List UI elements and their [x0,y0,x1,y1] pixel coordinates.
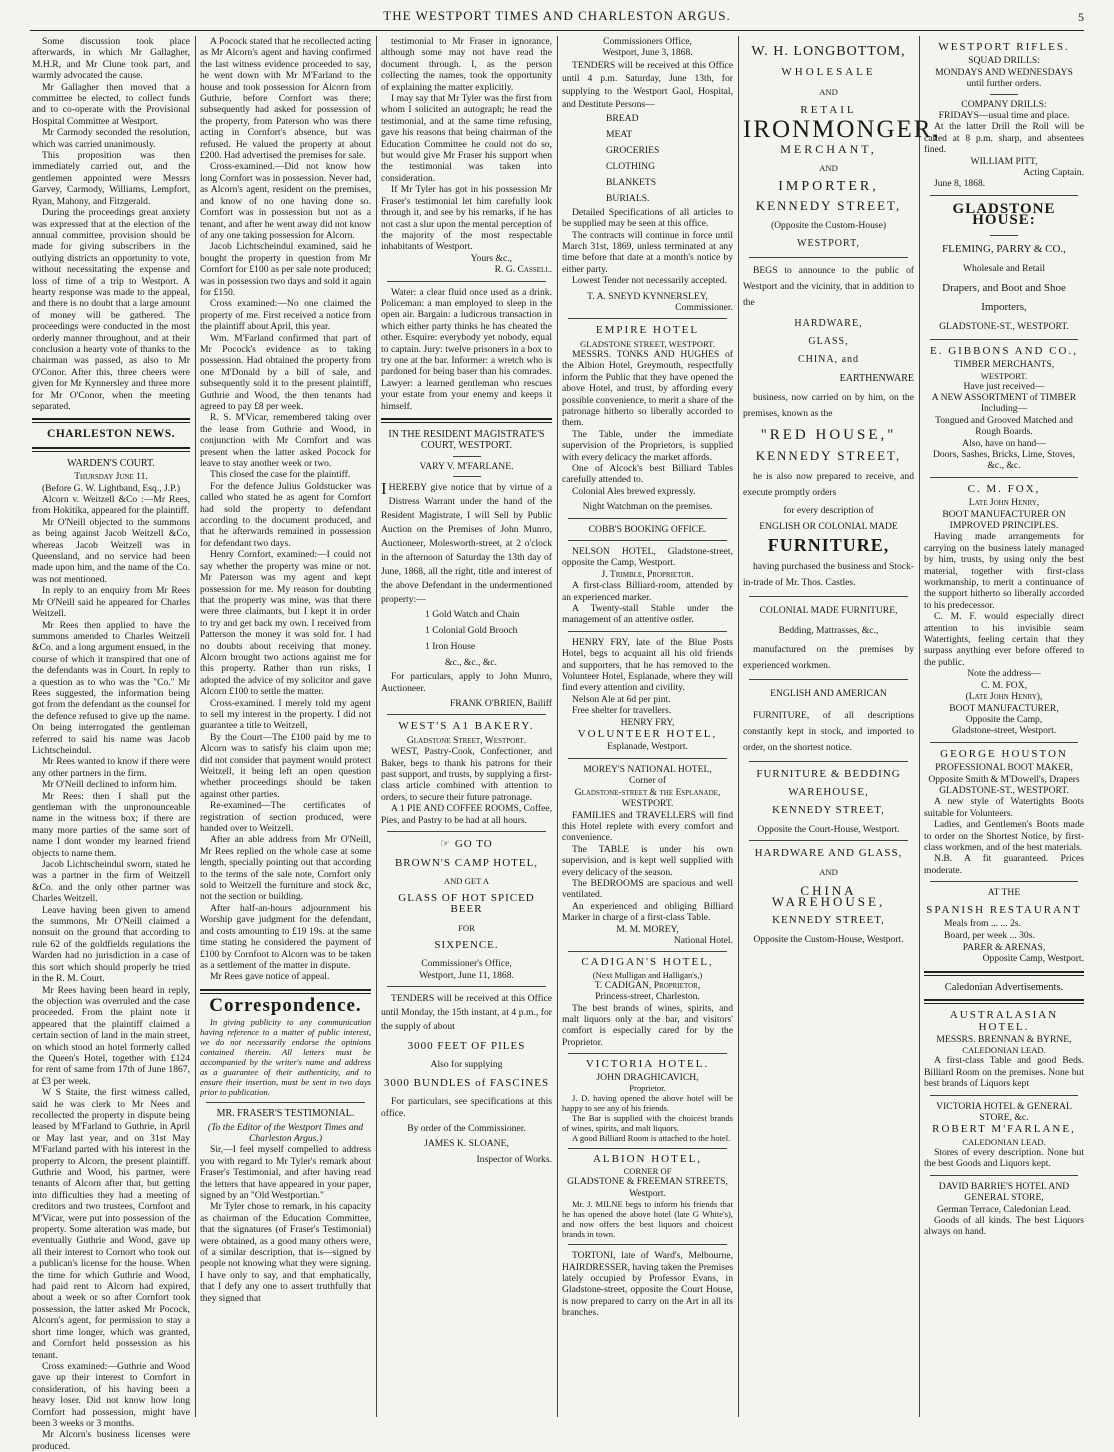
hotel-text: The best brands of wines, spirits, and malt liquors only at the bar, and visitors' comfort is especially cared for by the Proprietor. [562,1002,733,1048]
tender-item: GROCERIES [606,144,660,156]
article-paragraph: Cross-examined. I merely told my agent to sell my interest in the property. I did not guarantee a title to Weitzell, [200,697,371,732]
ad-connector: AND [819,86,838,97]
proprietor: J. Trimble, Proprietor. [601,568,694,580]
section-rule [924,999,1084,1004]
column-4 [562,36,733,1417]
hotel-address: CORNER OF [623,1166,672,1177]
court-heading: IN THE RESIDENT MAGISTRATE'S COURT, WESTPORT. [388,429,545,452]
address-note: Opposite Smith & M'Dowell's, Drapers [928,773,1080,785]
article-paragraph: Mr Rees gave notice of appeal. [210,971,330,983]
ad-text: WHOLESALE [781,66,876,79]
divider [930,1095,1078,1096]
firm-name: FLEMING, PARRY & CO., [942,242,1066,255]
product-line: HARDWARE, [794,317,863,329]
warehouse-heading: CHINA WAREHOUSE, [771,882,886,909]
ad-body: Having made arrangements for carrying on the business lately managed by him, trusts, by using only the best material, together with first-class workmanship, to merit a continuance of the support hitherto so liberally accorded to his predecessor. [924,531,1084,611]
address-note: GLADSTONE-ST., WESTPORT. [939,321,1069,333]
divider [568,518,727,519]
letter-paragraph: testimonial to Mr Fraser in ignorance, although some may not have read the document through. I, as the person collecting the names, took the opportunity of explaining the matter explicitly. [381,36,552,93]
ad-body: Ladies, and Gentlemen's Boots made to order on the Shortest Notice, by first-class workmen, and of the best materials. [924,819,1084,853]
divider [930,881,1078,882]
hotel-address: Gladstone-street & the Esplanade, WESTPORT. [574,786,721,810]
warehouse-heading: HARDWARE AND GLASS, [754,847,903,860]
ad-body: FURNITURE, of all descriptions constantly kept in stock, and imported to order, on the shortest notice. [743,709,914,753]
bakery-title: WEST'S A1 BAKERY. [398,720,535,733]
address-note: WESTPORT. [980,370,1028,381]
article-paragraph: For the defence Julius Goldstucker was called who stated he as agent for Cornfort had sold the property to defendant according to the document produced, and that he afterwards remained in possession for defendant two days. [200,480,371,549]
notice-text: until further orders. [966,78,1042,90]
firm-name: C. M. FOX, [980,679,1028,691]
hotel-text: Nelson Ale at 6d per pint. [572,693,671,705]
ad-text: TIMBER MERCHANTS, [953,359,1055,371]
auction-item: 1 Gold Watch and Chain [425,609,520,621]
article-paragraph: Henry Cornfort, examined:—I could not say whether the property was mine or not. Mr Paterson was my agent and kept possession for me. My reason for doubting that the property was mine, was that there were three claimants, but I kept it in order to try and get back my own. I received from Patterson the money it was sold for. I had no doubts about receiving that money. Alcorn brought two actions against me for this property. Rather than run risks, I adopted the advice of my solicitor and gave Alcorn £100 to settle the matter. [200,549,371,698]
article-paragraph: Wm. M'Farland confirmed that part of Mr Pocock's evidence as to taking possession. Had obtained the property from one M'Donald by a bill of sale, and subsequently sold it to the present plaintiff, Guthrie and Wood, the then tenants had agreed to pay £8 per week. [200,332,371,412]
merchant-name: W. H. LONGBOTTOM, [751,44,906,59]
hotel-address: GLADSTONE & FREEMAN STREETS, [567,1176,728,1188]
article-paragraph: Mr Rees having been heard in reply, the objection was overruled and the case proceeded. From the plaint note it appeared that the plaintiff claimed a certain section of land in the main street, on which stood an hotel formerly called the Queen's Hotel, together with £124 for rent of same from 17th of June 1867, at £3 per week. [32,984,190,1087]
tender-notice: TENDERS will be received at this Office until Monday, the 15th instant, at 4 p.m., for the supply of about [381,992,552,1032]
column-rule [919,36,920,1417]
address-note: CALEDONIAN LEAD. [962,1045,1046,1056]
notice-text: FRIDAYS—usual time and place. [938,110,1070,122]
furniture-heading: FURNITURE, [767,534,890,555]
tender-item: MEAT [606,128,633,140]
article-paragraph: Mr Rees then applied to have the summons amended to Charles Weitzell &Co. and a long argument ensued, in the course of which it transpired that one of the defendants was in Court. In reply to a question as to who was the "Co." Mr Rees suggested, the information being got from the defendant as the counsel for the defence refused to give up the name. On being interrogated the gentleman referred to said his name was Jacob Lichtscheindul. [32,619,190,756]
price-line: Board, per week ... 30s. [944,930,1035,941]
divider [568,318,727,319]
warehouse-heading: FURNITURE & BEDDING [756,767,901,780]
article-paragraph: By the Court—The £100 paid by me to Alcorn was to satisfy his claim upon me; did not consider that payment would protect Weitzell, it being left an open question whether proceedings should be taken against other parties. [200,731,371,800]
ad-body: BEGS to announce to the public of Westport and the vicinity, that in addition to the [743,264,914,308]
hotel-name: National Hotel. [673,934,733,946]
gladstone-heading: GLADSTONE HOUSE: [952,200,1056,229]
auction-item: &c., &c., &c. [445,657,497,669]
article-paragraph: Cross examined:—No one claimed the property of me. First received a notice from the plaintiff about April, this year. [200,298,371,333]
ad-body: for every description of [783,505,874,517]
ad-text: PROFESSIONAL BOOT MAKER, [935,762,1073,774]
ad-text: Have just received— [963,380,1045,392]
firm-name: GEORGE HOUSTON [940,747,1068,760]
column-rule [738,36,739,1417]
hotel-name: DAVID BARRIE'S HOTEL AND GENERAL STORE, [938,1180,1070,1204]
section-rule [200,989,371,994]
section-rule [32,418,190,423]
notice-text: SQUAD DRILLS: [968,55,1040,67]
ad-text: Wholesale and Retail [962,263,1046,275]
hotel-text: The TABLE is under his own supervision, and is kept well supplied with every delicacy of the season. [562,843,733,878]
hotel-text: Night Watchman on the premises. [582,501,713,513]
section-rule [381,418,552,423]
divider [387,714,546,715]
ad-connector: FOR [458,922,475,933]
letter-signature: R. G. Cassell. [494,264,552,276]
article-paragraph: Mr Carmody seconded the resolution, which was carried unanimously. [32,127,190,150]
hotel-name: VICTORIA HOTEL & GENERAL STORE, &c. [936,1100,1072,1124]
letter-addressee: (To the Editor of the Westport Times and Charleston Argus.) [207,1121,364,1144]
address-note: Gladstone-street, Westport. [951,725,1057,737]
article-paragraph: Mr Gallagher then moved that a committee be elected, to collect funds and to co-operate with the Provisional Hospital Committee at Westport. [32,81,190,127]
tender-text: Detailed Specifications of all articles to be supplied may be seen at this office. [562,206,733,230]
article-paragraph: A Pocock stated that he recollected acting as Mr Alcorn's agent and having confirmed the last witness evidence proceeded to say, he went down with Mr M'Farland to the house and took possession for Alcorn from Guthrie, before Cornfort was there; subsequently had asked for possession of the property, from Paterson who was there acting in Cornfort's absence, but was refused. He valued the property at about £200. Had advertised the premises for sale. [200,36,371,162]
newspaper-title: THE WESTPORT TIMES AND CHARLESTON ARGUS. [383,8,731,23]
divider [387,281,546,282]
article-paragraph: Mr Rees wanted to know if there were any other partners in the firm. [32,756,190,779]
hotel-name: MOREY'S NATIONAL HOTEL, [583,763,712,775]
masthead [30,6,1084,31]
hotel-name: VOLUNTEER HOTEL, [577,728,718,741]
office-name: Commissioners Office, [603,36,692,47]
ad-connector: AND [819,163,838,174]
hotel-text: Colonial Ales brewed expressly. [572,485,696,497]
hotel-text: The BEDROOMS are spacious and well ventilated. [562,877,733,901]
hotel-text: Mr. J. MILNE begs to inform his friends that he has opened the above hotel (late G White's), and now offers the best liquors and choicest brands in town. [562,1199,733,1240]
hairdresser-text: TORTONI, late of Ward's, Melbourne, HAIRDRESSER, having taken the Premises lately occupied by Professor Evans, in Gladstone-street, opposite the Court House, is now prepared to carry on the Art in all its branches. [562,1250,733,1319]
ad-text: A NEW ASSORTMENT of TIMBER [931,391,1077,403]
letter-closing: Yours &c., [470,252,512,264]
ad-text: Drapers, and Boot and Shoe [942,281,1066,294]
article-paragraph: This proposition was then immediately carried out, and the gentlemen appointed were Messrs Garvey, Carmody, Williams, Lempfort, Ryan, Mahony, and Fitzgerald. [32,150,190,207]
letter-title: MR. FRASER'S TESTIMONIAL. [216,1108,355,1120]
street-name: KENNEDY STREET, [755,198,902,214]
bakery-text: A 1 PIE AND COFFEE ROOMS, Coffee, Pies, and Pastry to be had at all hours. [381,803,552,826]
column-3 [381,36,552,1417]
divider [453,456,481,457]
column-rule [376,36,377,1417]
hotel-name: BROWN'S CAMP HOTEL, [394,856,539,869]
proprietor-title: Proprietor. [629,1083,666,1094]
ad-body: manufactured on the premises by experienced workmen. [743,644,914,672]
warehouse-heading: WAREHOUSE, [788,785,869,798]
ad-price: SIXPENCE. [434,938,499,951]
town-name: WESTPORT, [797,238,860,250]
ad-body: business, now carried on by him, on the premises, known as the [743,392,914,420]
dateline: Thursday June 11. [74,471,148,483]
hotel-text: A first-class Billiard-room, attended by an experienced marker. [562,580,733,603]
address-note: CALEDONIAN LEAD. [962,1136,1046,1147]
auction-notice: IHEREBY give notice that by virtue of a Distress Warrant under the hand of the Resident Magistrate, I will Sell by Public Auction on the Premises of John Munro, Auctioneer, Molesworth-street, at 2 o'clock in the afternoon of Saturday the 13th day of June, 1868, all the right, title and interest of the above Defendant in the undermentioned property:— [381,479,552,606]
court-before: (Before G. W. Lightband, Esq., J.P.) [41,482,181,494]
ironmonger-heading: IRONMONGER, [743,116,941,144]
hotel-name: VICTORIA HOTEL. [585,1058,710,1071]
tender-text: For particulars, see specifications at this office. [381,1096,552,1119]
product-line: CHINA, and [797,354,860,366]
correspondence-heading: Correspondence. [209,994,362,1016]
column-rule [195,36,196,1417]
hotel-text: The Bar is supplied with the choicest brands of wines, spirits, and malt liquors. [562,1113,733,1134]
section-rule [32,447,190,452]
auction-item: 1 Colonial Gold Brooch [425,625,518,637]
official-name: T. A. SNEYD KYNNERSLEY, [587,290,708,302]
column-rule [557,36,558,1417]
ad-text: AT THE [987,887,1021,899]
proprietor: T. CADIGAN, Proprietor, [594,979,701,991]
divider [568,1053,727,1054]
street-name: KENNEDY STREET, [772,804,885,817]
hotel-name: AUSTRALASIAN HOTEL. [949,1009,1059,1033]
firm-name: C. M. FOX, [967,482,1041,495]
divider [930,477,1078,478]
ad-body: N.B. A fit guaranteed. Prices moderate. [924,853,1084,876]
notice-date: Westport, June 11, 1868. [419,969,514,981]
firm-note: (Late John Henry), [965,691,1043,703]
letter-paragraph: Sir,—I feel myself compelled to address you with regard to Mr Tyler's remark about Fraser's Testimonial, and after having read the letters that have appeared in your paper, signed by an "Old Westportian." [200,1144,371,1201]
article-paragraph: W S Staite, the first witness called, said he was clerk to Mr Nees and recollected the property in dispute being leased by M'Farland to Guthrie, in April or May last year, and on 31st May M'Farland parted with his interest in the property to Alcorn, the present plaintiff. Guthrie and Wood, his partner, were tenants of Alcorn after that, but getting into difficulties they had a meeting of creditors and two trustees, Cornfoot and M'Vicar, were put into possession of the property. Some alteration was made, but eventually Guthrie and Wood, gave up all their interest to Cornort who took out a publican's license for the house. When the time for which Guthrie and Wood, had paid rent to Alcorn had expired, about a week or so after Cornfort took possession, the latter asked Mr Pocock, Alcorn's agent, for permission to stay a short time longer, which was granted, and Cornfort held possession as his tenant. [32,1087,190,1361]
product-line: GLASS, [808,336,849,348]
article-paragraph: After half-an-hours adjournment his Worship gave judgment for the defendant, and costs amounting to £19 19s. at the same time stating he considered the payment of £100 by Cornfoot to Alcorn was to be taken as a settlement of the matter in dispute. [200,902,371,971]
ad-text: BOOT MANUFACTURER ON IMPROVED PRINCIPLES. [942,508,1066,531]
hotel-text: A Twenty-stall Stable under the management of an attentive ostler. [562,603,733,626]
official-name: JAMES K. SLOANE, [424,1138,509,1150]
tender-item: BREAD [606,112,639,124]
divider [990,235,1018,236]
firm-name: MESSRS. BRENNAN & BYRNE, [936,1034,1072,1046]
ad-text: Also, have on hand— [962,437,1046,449]
ad-text: Tongued and Grooved Matched and Rough Boards. [935,414,1073,438]
tender-item: CLOTHING [606,160,656,172]
hotel-address: Esplanade, Westport. [607,741,688,753]
notice-date: June 8, 1868. [934,178,986,190]
hotel-text: One of Alcock's best Billiard Tables carefully attended to. [562,462,733,486]
ad-body: Goods of all kinds. The best Liquors always on hand. [924,1214,1084,1238]
ad-body: he is also now prepared to receive, and execute promptly orders [743,471,914,499]
ad-body: A new style of Watertights Boots suitable for Volunteers. [924,796,1084,819]
hotel-name: ALBION HOTEL, [592,1153,703,1166]
article-paragraph: Mr O'Neill objected to the summons as being against Jacob Weitzell &Co, whereas Jacob Weitzell was in Queensland, and no service had been made upon him, and the name of the Co. was not mentioned. [32,516,190,585]
tender-item: 3000 BUNDLES of FASCINES [383,1076,550,1089]
auction-item: 1 Iron House [425,641,476,653]
firm-name: PARER & ARENAS, [962,942,1046,953]
office-name: Commissioner's Office, [421,958,512,970]
notice-text: COMPANY DRILLS: [961,98,1047,110]
divider [453,476,481,477]
article-paragraph: During the proceedings great anxiety was expressed that at the election of the annual committee, provision should be made for giving subscribers in the outlying districts an opportunity to vote, without necessitating the expense and loss of time of a trip to Westport. A hearty response was made to the appeal, and there is no doubt that a large amount of money will be gathered. The proceedings were conducted in the most orderly manner throughout, and at their conclusion a hearty vote of thanks to the chairman was passed, as also to Mr O'Conor. After this, three cheers were given for Mr Kynnersley and three more for Mr O'Conor, when the meeting separated. [32,207,190,412]
letter-paragraph: I may say that Mr Tyler was the first from whom I solicited an autograph; he read the testimonial, and at the same time refusing, gave his reasons that being chairman of the Education Committee he could not do so, but would give Mr Fraser his support when the testimonial was taken into consideration. [381,93,552,184]
tender-item: BURIALS. [606,192,650,204]
divider [930,339,1078,340]
column-5 [743,36,941,1417]
address-note: GLADSTONE-ST., WESTPORT. [939,784,1069,796]
official-title: Acting Captain. [1023,167,1084,179]
divider [568,1148,727,1149]
divider [749,596,908,597]
ad-offer: GLASS OF HOT SPICED BEER [398,891,535,916]
hotel-address: Princess-street, Charleston. [595,991,700,1003]
divider [387,831,546,832]
hotel-name: EMPIRE HOTEL [595,324,700,337]
divider [206,1102,365,1103]
article-paragraph: Mr Alcorn's business licenses were produced. [32,1429,190,1452]
price-line: Meals from ... ... 2s. [944,918,1022,929]
hotel-text: The Table, under the immediate supervision of the Proprietors, is supplied with every delicacy the market affords. [562,428,733,463]
divider [990,94,1018,95]
red-house-heading: "RED HOUSE," [760,427,897,444]
notice-date: Westport, June 3, 1868. [602,47,693,59]
letter-paragraph: Mr Tyler chose to remark, in his capacity as chairman of the Education Committee, that the signatures (of Fraser's Testimonial) were obtained, as a good many others were, of a similar description, that is—signed by people not knowing what they were signing. I have only to say, and that emphatically, that I defy any one to assert truthfully that they signed that [200,1201,371,1304]
column-6 [924,36,1084,1417]
address-note: Opposite the Custom-House, Westport. [753,933,904,945]
divider [568,758,727,759]
section-heading: CHARLESTON NEWS. [47,428,175,441]
tender-notice: TENDERS will be received at this Office until 4 p.m. Saturday, June 13th, for supplying to the Westport Gaol, Hospital, and Destitute Persons— [562,59,733,110]
tender-item: BLANKETS [606,176,657,188]
article-paragraph: Re-examined—The certificates of registration of section produced, were handed over to Weitzell. [200,800,371,835]
subheading: WARDEN'S COURT. [67,457,155,469]
hotel-address: (Next Mulligan and Halligan's,) [592,969,703,980]
hotel-text: An experienced and obliging Billiard Marker in charge of a first-class Table. [562,900,733,924]
ad-text: Importers, [981,300,1027,313]
tender-text: Lowest Tender not necessarily accepted. [572,275,727,287]
hotel-address: GLADSTONE STREET, WESTPORT. [580,338,715,349]
ad-text: BOOT MANUFACTURER, [949,702,1059,714]
proprietor: ROBERT M'FARLANE, [932,1123,1076,1136]
address-note: Opposite the Court-House, Westport. [757,823,900,835]
hotel-text: HENRY FRY, late of the Blue Posts Hotel, begs to acquaint all his old friends and supporters, that he has removed to the Volunteer Hotel, Esplanade, where they will find every attention and civility. [562,636,733,694]
ad-body: having purchased the business and Stock-in-trade of Mr. Thos. Castles. [743,561,914,589]
proprietor: JOHN DRAGHICAVICH, [596,1071,699,1083]
bailiff-signature: FRANK O'BRIEN, Bailiff [449,698,552,710]
product-line: Bedding, Mattrasses, &c., [778,624,879,636]
hotel-name: NELSON HOTEL, Gladstone-street, opposite the Camp, Westport. [562,545,733,569]
official-name: WILLIAM PITT, [970,155,1038,167]
section-rule [924,971,1084,976]
auction-particulars: For particulars, apply to John Munro, Auctioneer. [381,671,552,694]
article-paragraph: Mr O'Neill declined to inform him. [42,779,177,791]
auction-notice-text: HEREBY give notice that by virtue of a Distress Warrant under the hand of the Resident Magistrate, I will Sell by Public Auction on the Premises of John Munro, Auctioneer, Molesworth-street, at 2 o'clock in the afternoon of Saturday the 13th day of June, 1868, all the right, title and interest of the above Defendant in the undermentioned property:— [381,482,552,606]
editorial-note: In giving publicity to any communication having reference to a matter of public interest, we do not necessarily endorse the opinions contained therein. All letters must be accompanied by the writer's name and address as a guarantee of their authenticity, and to ensure their insertion, must be sent in two days prior to publication. [200,1017,371,1098]
official-title: Commissioner. [675,302,733,314]
hotel-text: MESSRS. TONKS AND HUGHES of the Albion Hotel, Greymouth, respectfully inform the Public that they have opened the above Hotel, and trust, by affording every possible convenience, to merit a share of the patronage hitherto so liberally accorded to them. [562,348,733,429]
page-number: 5 [1078,10,1084,24]
divider [930,195,1078,196]
article-paragraph: Cross examined:—Guthrie and Wood gave up their interest to Cornfort in consideration, of his having been a heavy loser. Did not know how long Cornfort had possession, might have been 3 weeks or 3 months. [32,1360,190,1429]
street-name: KENNEDY STREET, [755,447,902,463]
ad-text: MERCHANT, [780,141,877,156]
article-paragraph: Leave having been given to amend the summons, Mr O'Neill claimed a nonsuit on the ground that according to rule 62 of the goldfields regulations the Warden had no jurisdiction in a case of this sort which should properly be tried in the R. M. Court. [32,904,190,985]
article-paragraph: Cross-examined.—Did not know how long Cornfort was in possession. Never had, as Alcorn's agent, resident on the premises, and know of no one having done so. Cornfort was in possession but not as a tenant, and after he went away did not know of any one taking possession for Alcorn. [200,161,371,241]
hotel-text: J. D. having opened the above hotel will be happy to see any of his friends. [562,1093,733,1114]
divider [568,631,727,632]
hotel-address: Corner of [628,775,667,787]
bakery-text: WEST, Pastry-Cook, Confectioner, and Baker, begs to thank his patrons for their past support, and trusts, by supplying a first-class article combined with attention to orders, to secure their future patronage. [381,746,552,803]
hotel-text: A good Billiard Room is attached to the hotel. [572,1133,731,1144]
divider [749,679,908,680]
divider [930,1175,1078,1176]
booking-office: COBB'S BOOKING OFFICE. [588,523,707,535]
go-to-notice: ☞ GO TO [440,838,493,851]
article-paragraph: Alcorn v. Weitzell &Co :—Mr Rees, from Hokitika, appeared for the plaintiff. [32,494,190,517]
hotel-text: Free shelter for travellers. [572,705,672,717]
rifles-heading: WESTPORT RIFLES. [938,41,1070,53]
hotel-address: Westport. [629,1187,666,1199]
article-paragraph: Jacob Lichtscheindul examined, said he bought the property in question from Mr Cornfort for £100 as per sale note produced; was in possession two days and sold it again for £150. [200,241,371,298]
ad-body: ENGLISH OR COLONIAL MADE [759,520,898,532]
ad-body: C. M. F. would especially direct attention to his invisible seam Watertights, feeling certain that they surpass anything ever before offered to the public. [924,611,1084,668]
column-2 [200,36,371,1417]
ad-body: A first-class Table and good Beds. Billiard Room on the premises. None but best brands of Liquors kept [924,1055,1084,1090]
letter-paragraph: If Mr Tyler has got in his possession Mr Fraser's testimonial let him carefully look through it, and see by his remarks, if he has not cast a slur upon the mental perception of the majority of the most respectable inhabitants of Westport. [381,184,552,253]
street-name: KENNEDY STREET, [772,914,885,927]
product-line: COLONIAL MADE FURNITURE, [759,605,898,617]
ad-text: Including— [980,403,1028,415]
divider [749,840,908,841]
hotel-name: CADIGAN'S HOTEL, [581,956,714,969]
divider [749,761,908,762]
article-paragraph: Some discussion took place afterwards, in which Mr Gallagher, M.H.R, and Mr Clune took part, and warmly advocated the cause. [32,36,190,82]
article-paragraph: After an able address from Mr O'Neill, Mr Rees replied on the whole case at some length, specially pointing out that according to the terms of the sale note, Cornfort only sold to Weitzell the furniture and stock &c, not the section or building. [200,834,371,903]
article-paragraph: Jacob Lichtscheindul sworn, stated he was a partner in the firm of Weitzell &Co. and the only other partner was Charles Weitzell. [32,859,190,905]
article-paragraph: In reply to an enquiry from Mr Rees Mr O'Neill said he appeared for Charles Weitzell. [32,585,190,620]
tender-text: The contracts will continue in force until March 31st, 1869, unless terminated at any time before that date at a month's notice by either party. [562,229,733,275]
bakery-address: Gladstone Street, Westport. [406,734,527,746]
ad-text: RETAIL [800,103,857,116]
tender-text: Also for supplying [430,1059,503,1071]
section-heading: Caledonian Advertisements. [944,981,1064,993]
hotel-text: FAMILIES and TRAVELLERS will find this Hotel replete with every comfort and convenience. [562,809,733,844]
case-name: VARY V. M'FARLANE. [419,460,514,472]
official-title: Inspector of Works. [476,1153,552,1165]
ad-body: Stores of every description. None but the best Goods and Liquors kept. [924,1146,1084,1170]
divider [568,951,727,952]
ad-text: Note the address— [967,668,1041,680]
ad-text: Doors, Sashes, Bricks, Lime, Stoves, &c., &c. [932,448,1076,472]
divider [387,986,546,987]
address-note: German Terrace, Caledonian Lead. [936,1203,1072,1215]
product-line: EARTHENWARE [839,372,914,384]
divider [568,1244,727,1245]
article-paragraph: Water: a clear fluid once used as a drink. Policeman: a man employed to sleep in the open air. Bargain: a ludicrous transaction in which either party thinks he has cheated the other. Esquire: everybody yet nobody, equal to captain. Jury: twelve prisoners in a box to try one at the bar. Informer: a wretch who is pardoned for being baser than his comrades. Lawyer: a learned gentleman who rescues your estate from your enemy and keeps it himself. [381,286,552,412]
address-note: (Opposite the Custom-House) [770,219,887,231]
address-note: Opposite Camp, Westport. [982,953,1084,965]
ad-connector: AND [819,866,838,877]
proprietor: M. M. MOREY, [616,923,679,935]
notice-text: MONDAYS AND WEDNESDAYS [935,66,1073,78]
article-paragraph: R. S. M'Vicar, remembered taking over the lease from Guthrie and Wood, in conjunction with Mr Cornfort and was present when the latter asked Pocock for leave to stay another week or two. [200,412,371,470]
article-paragraph: Mr Rees: then I shall put the gentleman with the unpronounceable name in the witness box; if there are many more parties of the same sort of name I dont wonder my learned friend objects to name them. [32,790,190,859]
notice-text: At the latter Drill the Roll will be called at 8 p.m. sharp, and absentees fined. [924,121,1084,156]
article-paragraph: This closed the case for the plaintiff. [210,469,351,481]
product-line: ENGLISH AND AMERICAN [770,688,887,700]
divider [930,742,1078,743]
divider [749,257,908,258]
proprietor: HENRY FRY, [620,716,675,728]
ad-text: IMPORTER, [778,179,879,195]
tender-item: 3000 FEET OF PILES [407,1039,526,1052]
restaurant-name: SPANISH RESTAURANT [926,903,1082,916]
column-1 [32,36,190,1452]
divider [568,540,727,541]
address-note: Opposite the Camp, [965,713,1043,725]
firm-note: Late John Henry, [968,497,1040,509]
firm-name: E. GIBBONS AND CO., [929,344,1078,357]
tender-text: By order of the Commissioner. [407,1122,526,1134]
ad-connector: AND GET A [443,875,490,886]
